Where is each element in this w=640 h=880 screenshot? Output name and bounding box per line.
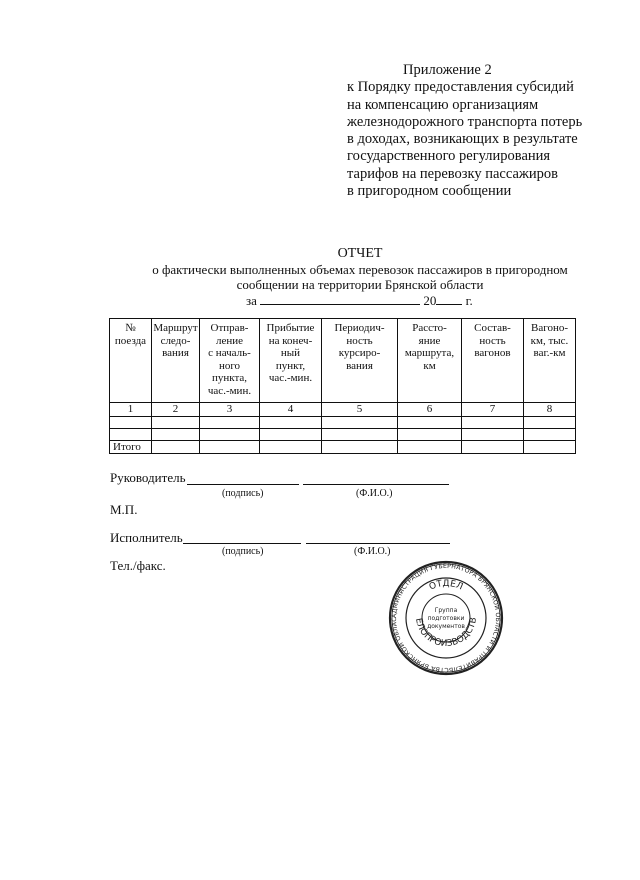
col-header-distance: Рассто- яние маршрута, км	[398, 319, 462, 403]
col-header-car-km: Вагоно- км, тыс. ваг.-км	[524, 319, 576, 403]
table-header-row	[110, 319, 576, 403]
table-cell[interactable]	[110, 416, 152, 428]
col-number: 2	[152, 403, 200, 417]
stamp-center-line3: документов	[427, 623, 465, 630]
stamp-inner-top: ОТДЕЛ	[427, 578, 465, 593]
table-cell[interactable]	[322, 416, 398, 428]
col-number: 8	[524, 403, 576, 417]
report-subtitle-line2: сообщении на территории Брянской области	[236, 277, 484, 292]
table-cell[interactable]	[152, 416, 200, 428]
table-cell[interactable]	[398, 416, 462, 428]
col-number: 4	[260, 403, 322, 417]
appendix-line: в доходах, возникающих в результате	[347, 131, 578, 148]
table-cell[interactable]	[398, 428, 462, 440]
col-number: 5	[322, 403, 398, 417]
table-row	[110, 416, 576, 428]
table-cell[interactable]	[152, 440, 200, 454]
phone-label: Тел./факс.	[110, 558, 166, 573]
head-signature-line[interactable]	[187, 484, 299, 485]
col-number: 3	[200, 403, 260, 417]
appendix-line: в пригородном сообщении	[347, 183, 512, 200]
table-cell[interactable]	[322, 440, 398, 454]
table-cell[interactable]	[524, 440, 576, 454]
col-header-train-number: № поезда	[110, 319, 152, 403]
executor-name-line[interactable]	[306, 543, 450, 544]
table-cell[interactable]	[260, 440, 322, 454]
appendix-block	[347, 62, 627, 200]
appendix-line: к Порядку предоставления субсидий	[347, 79, 574, 96]
table-total-row	[110, 440, 576, 454]
period-prefix: за	[246, 293, 257, 308]
appendix-line: тарифов на перевозку пассажиров	[347, 165, 559, 182]
head-sign-caption: (подпись)	[222, 488, 264, 499]
table-cell[interactable]	[398, 440, 462, 454]
year-blank	[436, 292, 462, 305]
table-number-row	[110, 403, 576, 417]
executor-sign-caption: (подпись)	[222, 546, 264, 557]
table-cell[interactable]	[462, 428, 524, 440]
period-blank	[260, 292, 420, 305]
table-cell[interactable]	[524, 428, 576, 440]
total-label: Итого	[110, 440, 152, 454]
stamp-inner-ring: ЕЛОПРОИЗВОДСТВ	[413, 616, 480, 650]
col-number: 7	[462, 403, 524, 417]
table-cell[interactable]	[462, 440, 524, 454]
col-number: 6	[398, 403, 462, 417]
stamp-center-line1: Группа	[434, 607, 458, 614]
table-cell[interactable]	[110, 428, 152, 440]
appendix-title: Приложение 2	[403, 62, 492, 78]
table-cell[interactable]	[260, 416, 322, 428]
period-suffix: г.	[465, 293, 473, 308]
report-period	[246, 292, 473, 309]
col-header-route: Маршрут следо- вания	[152, 319, 200, 403]
col-header-composition: Состав- ность вагонов	[462, 319, 524, 403]
report-subtitle-line1: о фактически выполненных объемах перевозок пассажиров в пригородном	[152, 261, 568, 277]
table-cell[interactable]	[260, 428, 322, 440]
report-title: ОТЧЕТ	[337, 246, 383, 261]
head-name-line[interactable]	[303, 484, 449, 485]
executor-label: Исполнитель	[110, 530, 183, 545]
head-name-caption: (Ф.И.О.)	[356, 488, 393, 499]
executor-signature-line[interactable]	[183, 543, 301, 544]
table-cell[interactable]	[200, 416, 260, 428]
stamp-center-line2: подготовки	[427, 615, 465, 622]
executor-name-caption: (Ф.И.О.)	[354, 546, 391, 557]
seal-label: М.П.	[110, 502, 138, 517]
appendix-line: государственного регулирования	[347, 148, 551, 165]
table-cell[interactable]	[200, 428, 260, 440]
stamp-seal	[388, 560, 504, 676]
table-row	[110, 428, 576, 440]
report-heading	[110, 246, 610, 293]
period-year: 20	[423, 293, 437, 308]
appendix-line: железнодорожного транспорта потерь	[347, 113, 583, 130]
table-cell[interactable]	[152, 428, 200, 440]
stamp-outer-text: АДМИНИСТРАЦИЯ ГУБЕРНАТОРА БРЯНСКОЙ ОБЛАСТИ И ПРАВИТЕЛЬСТВА БРЯНСКОЙ ОБЛАС	[390, 562, 502, 674]
col-header-departure: Отправ- ление с началь- ного пункта, час.-мин.	[200, 319, 260, 403]
col-header-frequency: Периодич- ность курсиро- вания	[322, 319, 398, 403]
table-cell[interactable]	[462, 416, 524, 428]
appendix-line: на компенсацию организациям	[347, 96, 539, 113]
svg-text:ОТДЕЛ	[428, 579, 464, 593]
table-cell[interactable]	[322, 428, 398, 440]
report-table	[109, 318, 576, 454]
table-cell[interactable]	[200, 440, 260, 454]
table-cell[interactable]	[524, 416, 576, 428]
col-header-arrival: Прибытие на конеч- ный пункт, час.-мин.	[260, 319, 322, 403]
col-number: 1	[110, 403, 152, 417]
head-label: Руководитель	[110, 470, 186, 485]
